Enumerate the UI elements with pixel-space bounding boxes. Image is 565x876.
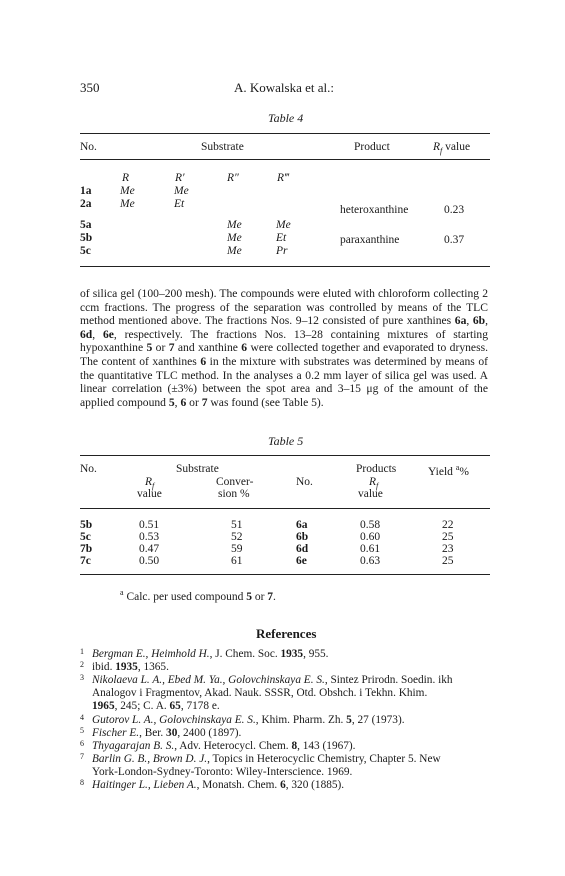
table5-header-products: Products (356, 463, 397, 475)
reference-volume: 30 (166, 727, 178, 739)
row-r3: Pr (276, 245, 288, 257)
row-prf: 0.60 (360, 531, 381, 543)
row-r: Me (120, 185, 135, 197)
yield-footnote-mark: a (455, 463, 460, 472)
yield-percent: % (459, 465, 469, 478)
reference-authors: Barlin G. B., Brown D. J. (92, 753, 208, 765)
reference-continuation (92, 700, 500, 713)
table5-header-rule (80, 508, 490, 509)
table4-sub-r1: R′ (175, 172, 185, 184)
compound-ref: 5 (168, 395, 175, 409)
reference-number: 5 (80, 726, 84, 735)
table5-header-yield (428, 463, 469, 478)
reference-year: 1935 (280, 648, 304, 660)
reference-number: 3 (80, 673, 84, 682)
table5-top-rule (80, 455, 490, 456)
table4-sub-r: R (122, 172, 130, 184)
row-no: 7b (80, 543, 93, 555)
row-r2: Me (227, 232, 242, 244)
row-no: 2a (80, 198, 92, 210)
reference-year: 1965 (92, 700, 115, 712)
reference-item (80, 727, 500, 740)
running-head-text: A. Kowalska et al.: (234, 80, 335, 95)
text-run: , (92, 327, 103, 341)
table5-header-value: value (137, 488, 162, 500)
reference-item (80, 740, 500, 753)
reference-source: , Adv. Heterocycl. Chem. (174, 740, 292, 752)
reference-authors: Haitinger L., Lieben A. (92, 779, 197, 791)
body-paragraph (80, 287, 488, 409)
running-head (234, 80, 334, 96)
rf-subscript: f (376, 481, 379, 491)
reference-number: 7 (80, 752, 84, 761)
table4-sub-r2: R″ (227, 172, 239, 184)
footnote-text: Calc. per used compound (126, 590, 247, 603)
row-pno: 6e (296, 555, 307, 567)
row-r1: Et (174, 198, 185, 210)
text-run: of silica gel (100–200 mesh). The compounds were eluted with chloroform collecting 2 ccm fractions. The progress of the separation was controlled by means of the TLC method mentioned above. The fractions Nos. 9–12 consisted of pure xanthines (80, 287, 488, 328)
table4-top-rule (80, 133, 490, 134)
reference-tail: , 27 (1973). (351, 714, 405, 726)
row-no: 1a (80, 185, 92, 197)
row-product: paraxanthine (340, 234, 400, 246)
compound-ref: 7 (168, 341, 175, 355)
rf-subscript: f (440, 146, 443, 156)
compound-ref: 6d (80, 327, 93, 341)
reference-item (80, 648, 500, 661)
text-run: in the mixture with substrates was determined by means of the quantitative TLC method. In the analyses a 0.2 mm layer of silica gel was used. A linear correlation (±3%) between the spot area and 3–15 μg of the amount of the applied compound (80, 354, 488, 409)
row-product: heteroxanthine (340, 204, 409, 216)
footnote-end: . (273, 590, 276, 603)
row-no: 5b (80, 519, 93, 531)
row-conv: 52 (231, 531, 243, 543)
reference-tail: , 2400 (1897). (177, 727, 242, 739)
row-yield: 23 (442, 543, 454, 555)
row-no: 5c (80, 531, 91, 543)
text-run: was found (see Table 5). (207, 395, 324, 409)
row-r3: Et (276, 232, 287, 244)
row-rf: 0.50 (139, 555, 160, 567)
reference-authors: Bergman E., Heimhold H. (92, 648, 210, 660)
reference-volume: 65 (169, 700, 181, 712)
row-pno: 6b (296, 531, 309, 543)
reference-tail: , 143 (1967). (297, 740, 356, 752)
reference-number: 1 (80, 647, 84, 656)
table5-header-no2: No. (296, 476, 313, 488)
reference-continuation: York-London-Sydney-Toronto: Wiley-Interscience. 1969. (92, 766, 353, 778)
row-conv: 51 (231, 519, 243, 531)
reference-tail: , 1365. (137, 661, 169, 673)
row-conv: 59 (231, 543, 243, 555)
text-run: or (152, 341, 169, 355)
text-run: or (186, 395, 202, 409)
table5-header-conv1: Conver- (216, 476, 254, 488)
reference-item (80, 714, 500, 727)
row-rf: 0.23 (444, 204, 465, 216)
row-pno: 6d (296, 543, 309, 555)
reference-number: 4 (80, 713, 84, 722)
reference-item (80, 779, 500, 792)
table5-header-pvalue: value (358, 488, 383, 500)
table4-caption: Table 4 (268, 111, 304, 125)
compound-ref: 5 (146, 341, 153, 355)
row-r3: Me (276, 219, 291, 231)
table5-footnote (120, 588, 276, 603)
reference-authors: Nikolaeva L. A., Ebed M. Ya., Golovchinskaya E. S. (92, 674, 325, 686)
row-r2: Me (227, 219, 242, 231)
text-run: , respectively. The fractions Nos. 13–28 containing mixtures of starting hypoxanthine (80, 327, 489, 355)
table4-header-substrate: Substrate (201, 141, 244, 153)
row-r: Me (120, 198, 135, 210)
reference-number: 2 (80, 660, 84, 669)
compound-ref: 6e (102, 327, 114, 341)
reference-continuation: Analogov i Fragmentov, Akad. Nauk. SSSR, Otd. Obshch. i Tekhn. Khim. (92, 687, 428, 699)
row-prf: 0.61 (360, 543, 381, 555)
reference-item (80, 674, 500, 713)
reference-source: , Sintez Prirodn. Soedin. ikh (324, 674, 453, 686)
compound-ref: 5 (246, 590, 252, 603)
reference-authors: Fischer E. (92, 727, 140, 739)
rf-subscript: f (152, 481, 155, 491)
rf-symbol: R (433, 141, 441, 153)
table5-caption: Table 5 (268, 434, 304, 448)
table5-header-conv2: sion % (218, 488, 250, 500)
reference-year: 1935 (115, 661, 138, 673)
rf-value-word: value (442, 141, 471, 153)
table4-header-rf (433, 141, 470, 155)
reference-item (80, 753, 500, 779)
text-run: , (485, 314, 489, 328)
compound-ref: 7 (267, 590, 274, 603)
reference-source: , J. Chem. Soc. (209, 648, 281, 660)
reference-authors: Gutorov L. A., Golovchinskaya E. S. (92, 714, 256, 726)
table4-sub-r3: R‴ (277, 172, 289, 184)
reference-tail: , 320 (1885). (285, 779, 345, 791)
row-yield: 22 (442, 519, 454, 531)
table4-header-no: No. (80, 141, 97, 153)
reference-tail: , 7178 e. (180, 700, 220, 712)
reference-item (80, 661, 500, 674)
row-conv: 61 (231, 555, 243, 567)
text-run: were collected together and evaporated to dryness. The content of xanthines (80, 341, 488, 368)
rf-symbol: R (369, 476, 377, 488)
row-yield: 25 (442, 531, 454, 543)
row-rf: 0.51 (139, 519, 160, 531)
row-prf: 0.63 (360, 555, 381, 567)
reference-source: , Ber. (139, 727, 167, 739)
reference-volume: 8 (291, 740, 298, 752)
row-no: 5a (80, 219, 92, 231)
row-rf: 0.53 (139, 531, 160, 543)
table5-bottom-rule (80, 574, 490, 575)
table4-bottom-rule (80, 266, 490, 267)
table4-header-product: Product (354, 141, 390, 153)
compound-ref: 6 (180, 395, 187, 409)
footnote-mid: or (251, 590, 268, 603)
table5-header-no: No. (80, 463, 97, 475)
reference-source: , Khim. Pharm. Zh. (255, 714, 347, 726)
table5-header-substrate: Substrate (176, 463, 219, 475)
compound-ref: 6a (454, 314, 467, 328)
compound-ref: 6 (200, 354, 207, 368)
text-run: and xanthine (174, 341, 242, 355)
reference-number: 6 (80, 739, 84, 748)
rf-symbol: R (145, 476, 153, 488)
row-yield: 25 (442, 555, 454, 567)
reference-volume: 5 (346, 714, 352, 726)
reference-source: , Monatsh. Chem. (196, 779, 281, 791)
row-no: 5c (80, 245, 91, 257)
compound-ref: 6b (472, 314, 486, 328)
compound-ref: 6 (241, 341, 248, 355)
reference-volume: 6 (280, 779, 286, 791)
compound-ref: 7 (201, 395, 208, 409)
row-prf: 0.58 (360, 519, 381, 531)
references-heading: References (256, 626, 317, 641)
row-no: 5b (80, 232, 93, 244)
reference-tail: , 955. (303, 648, 329, 660)
row-r1: Me (174, 185, 189, 197)
reference-authors: Thyagarajan B. S. (92, 740, 175, 752)
row-no: 7c (80, 555, 91, 567)
page-number: 350 (80, 80, 100, 95)
footnote-mark: a (120, 588, 124, 597)
reference-mid: , 245; C. A. (114, 700, 170, 712)
row-rf: 0.47 (139, 543, 160, 555)
reference-number: 8 (80, 778, 84, 787)
row-pno: 6a (296, 519, 308, 531)
text-run: , (174, 395, 181, 409)
table4-header-rule (80, 159, 490, 160)
row-rf: 0.37 (444, 234, 465, 246)
yield-word: Yield (428, 465, 453, 478)
row-r2: Me (227, 245, 242, 257)
reference-source: ibid. (92, 661, 116, 673)
text-run: , (466, 314, 473, 328)
reference-source: , Topics in Heterocyclic Chemistry, Chapter 5. New (207, 753, 441, 765)
